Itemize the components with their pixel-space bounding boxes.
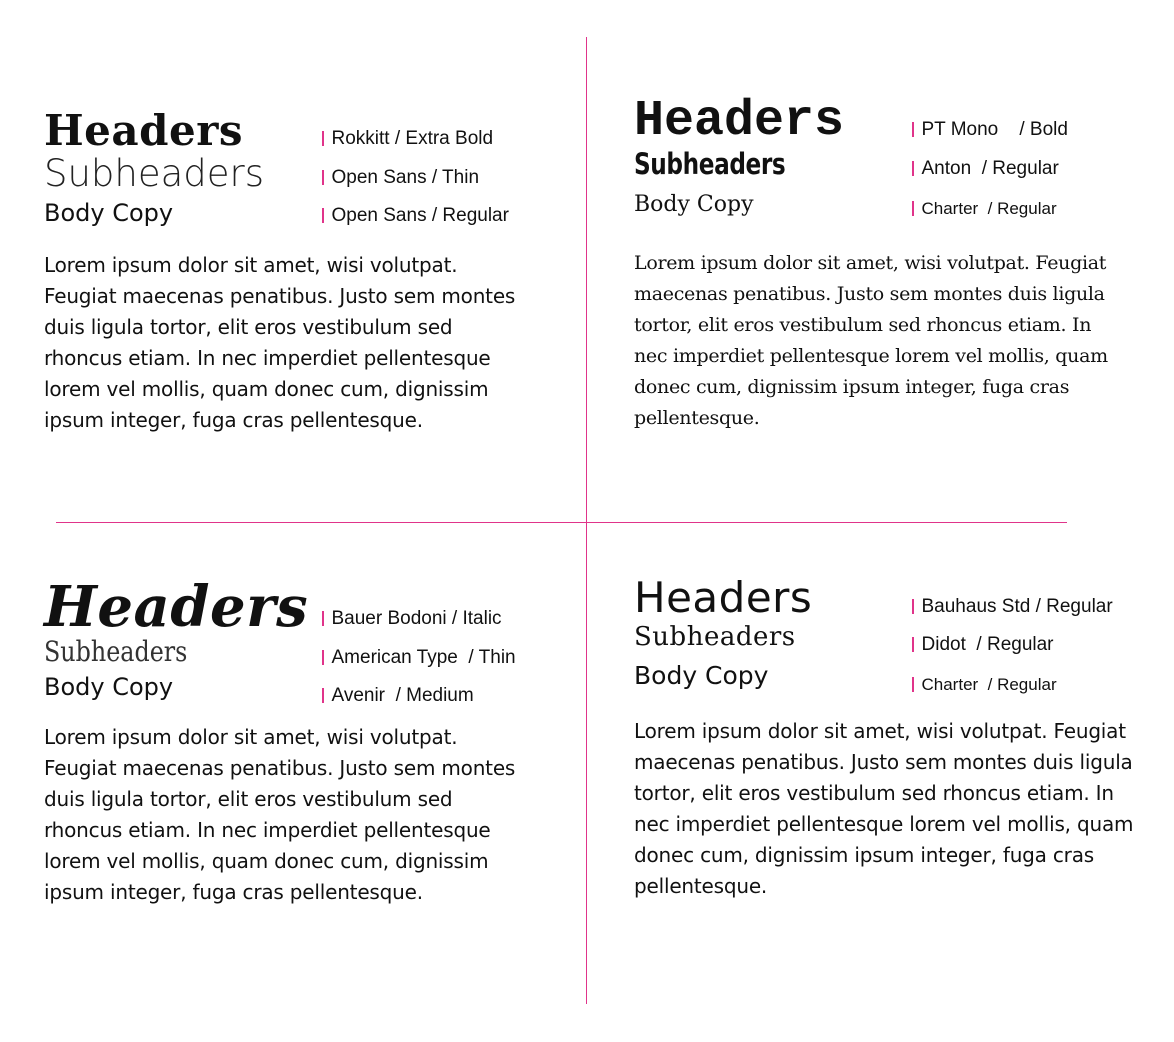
body-copy-sample: Body Copy <box>634 192 754 217</box>
headers-sample: Headers <box>44 106 243 155</box>
body-paragraph: Lorem ipsum dolor sit amet, wisi volutpat. Feugiat maecenas penatibus. Justo sem montes duis ligula tortor, elit eros vestibulum sed rhoncus etiam. In nec imperdiet pellentesque lorem vel mollis, quam donec cum, dignissim ipsum integer, fuga cras pellentesque. <box>634 719 1134 898</box>
accent-bar <box>912 599 914 614</box>
font-label-subheaders: Didot / Regular <box>912 634 1054 656</box>
accent-bar <box>912 122 914 137</box>
font-pairing-3 <box>44 574 544 928</box>
font-label-headers: Bauer Bodoni / Italic <box>322 608 502 630</box>
font-label-subheaders: Anton / Regular <box>912 158 1059 180</box>
font-label-subheaders: Open Sans / Thin <box>322 167 479 189</box>
font-pairing-2 <box>634 93 1134 453</box>
headers-sample: Headers <box>634 573 813 622</box>
accent-bar <box>912 677 914 692</box>
accent-bar <box>912 637 914 652</box>
body-copy-sample: Body Copy <box>634 661 769 690</box>
accent-bar <box>322 611 324 626</box>
accent-bar <box>912 161 914 176</box>
font-label-body: Open Sans / Regular <box>322 205 509 227</box>
accent-bar <box>322 650 324 665</box>
headers-sample: Headers <box>634 93 845 150</box>
font-label-headers: PT Mono / Bold <box>912 119 1068 141</box>
subheaders-sample: Subheaders <box>634 622 796 652</box>
headers-sample: Headers <box>44 574 309 640</box>
font-pairing-1 <box>44 108 544 456</box>
font-label-body: Avenir / Medium <box>322 685 474 707</box>
subheaders-sample: Subheaders <box>44 635 188 668</box>
accent-bar <box>322 131 324 146</box>
font-label-body: Charter / Regular <box>912 675 1057 695</box>
body-copy-sample: Body Copy <box>44 199 174 227</box>
accent-bar <box>322 170 324 185</box>
font-label-headers: Bauhaus Std / Regular <box>912 596 1113 618</box>
font-label-headers: Rokkitt / Extra Bold <box>322 128 493 150</box>
vertical-divider <box>586 37 587 1004</box>
subheaders-sample: Subheaders <box>634 147 786 181</box>
body-paragraph: Lorem ipsum dolor sit amet, wisi volutpat. Feugiat maecenas penatibus. Justo sem montes duis ligula tortor, elit eros vestibulum sed rhoncus etiam. In nec imperdiet pellentesque lorem vel mollis, quam donec cum, dignissim ipsum integer, fuga cras pellentesque. <box>44 253 516 432</box>
accent-bar <box>322 208 324 223</box>
font-label-body: Charter / Regular <box>912 199 1057 219</box>
body-paragraph: Lorem ipsum dolor sit amet, wisi volutpat. Feugiat maecenas penatibus. Justo sem montes duis ligula tortor, elit eros vestibulum sed rhoncus etiam. In nec imperdiet pellentesque lorem vel mollis, quam donec cum, dignissim ipsum integer, fuga cras pellentesque. <box>634 252 1108 429</box>
body-copy-sample: Body Copy <box>44 673 174 701</box>
subheaders-sample: Subheaders <box>44 152 265 195</box>
accent-bar <box>912 201 914 216</box>
horizontal-divider <box>56 522 1067 523</box>
font-pairing-4 <box>634 574 1134 922</box>
accent-bar <box>322 688 324 703</box>
body-paragraph: Lorem ipsum dolor sit amet, wisi volutpat. Feugiat maecenas penatibus. Justo sem montes duis ligula tortor, elit eros vestibulum sed rhoncus etiam. In nec imperdiet pellentesque lorem vel mollis, quam donec cum, dignissim ipsum integer, fuga cras pellentesque. <box>44 725 516 904</box>
font-label-subheaders: American Type / Thin <box>322 647 516 669</box>
